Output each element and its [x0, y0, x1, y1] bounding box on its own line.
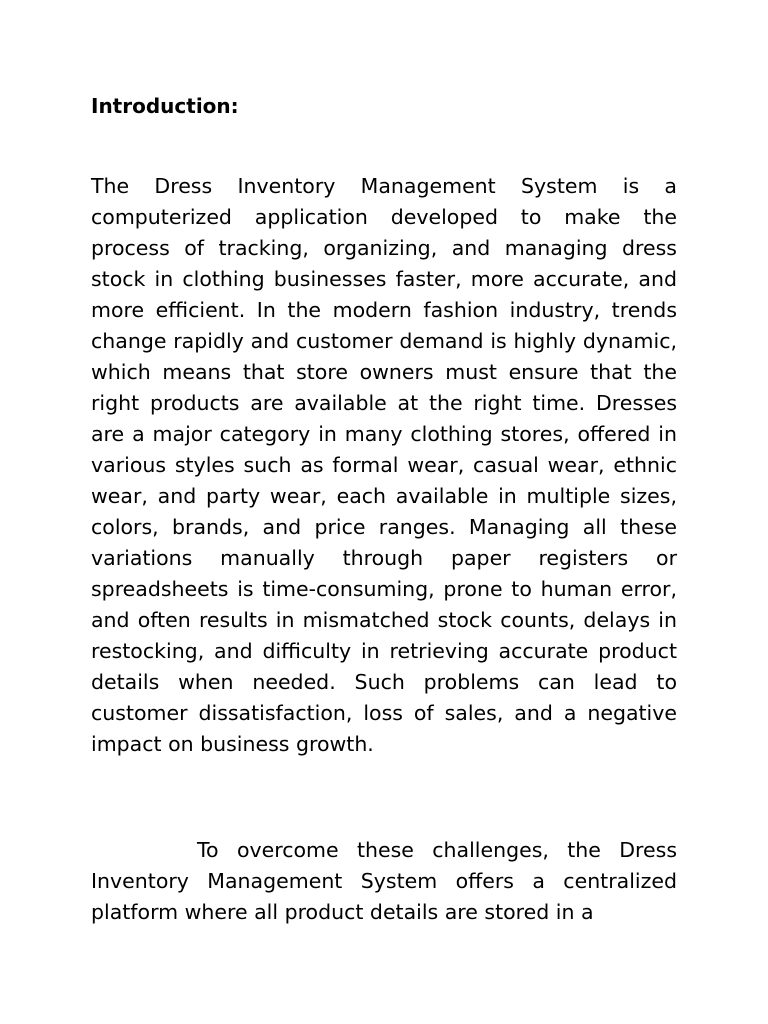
section-heading: Introduction:: [91, 94, 239, 118]
body-paragraph: The Dress Inventory Management System is a computerized application developed to make the process of tracking, organizing, and managing dress stock in clothing businesses faster, more accurate, and more efficient. In the modern fashion industry, trends change rapidly and customer demand is highly dynamic, which means that store owners must ensure that the right products are available at the right time. Dresses are a major category in many clothing stores, offered in various styles such as formal wear, casual wear, ethnic wear, and party wear, each available in multiple sizes, colors, brands, and price ranges. Managing all these variations manually through paper registers or spreadsheets is time-consuming, prone to human error, and often results in mismatched stock counts, delays in restocking, and difficulty in retrieving accurate product details when needed. Such problems can lead to customer dissatisfaction, loss of sales, and a negative impact on business growth.: [91, 174, 677, 756]
body-paragraph: To overcome these challenges, the Dress Inventory Management System offers a centralized platform where all product details are stored in a: [91, 838, 677, 924]
